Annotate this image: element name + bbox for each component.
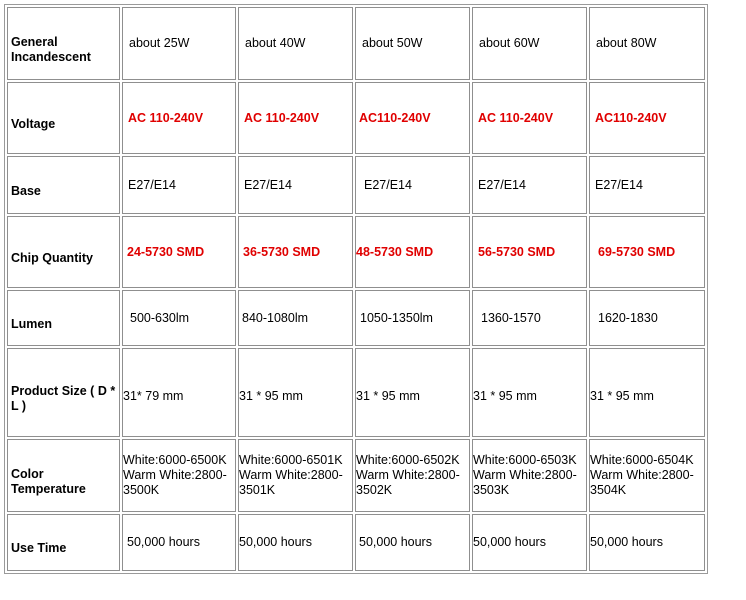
table-cell: 1360-1570 xyxy=(472,290,587,346)
row-header-voltage: Voltage xyxy=(7,82,120,154)
table-cell: White:6000-6502K Warm White:2800-3502K xyxy=(355,439,470,512)
table-cell: E27/E14 xyxy=(238,156,353,214)
table-row xyxy=(7,348,705,437)
row-header-product-size: Product Size ( D * L ) xyxy=(7,348,120,437)
table-row xyxy=(7,290,705,346)
spec-table xyxy=(4,4,708,574)
table-cell: 50,000 hours xyxy=(238,514,353,571)
row-header-use-time: Use Time xyxy=(7,514,120,571)
table-cell: AC 110-240V xyxy=(472,82,587,154)
table-cell: AC 110-240V xyxy=(238,82,353,154)
table-cell: AC110-240V xyxy=(355,82,470,154)
table-cell: 24-5730 SMD xyxy=(122,216,236,288)
table-cell: 69-5730 SMD xyxy=(589,216,705,288)
table-cell: E27/E14 xyxy=(472,156,587,214)
table-cell: E27/E14 xyxy=(122,156,236,214)
table-cell: 36-5730 SMD xyxy=(238,216,353,288)
table-cell: 1050-1350lm xyxy=(355,290,470,346)
row-header-base: Base xyxy=(7,156,120,214)
table-cell: 31* 79 mm xyxy=(122,348,236,437)
table-row xyxy=(7,82,705,154)
table-cell: White:6000-6503K Warm White:2800-3503K xyxy=(472,439,587,512)
table-row xyxy=(7,7,705,80)
table-cell: 31 * 95 mm xyxy=(472,348,587,437)
table-cell: White:6000-6501K Warm White:2800-3501K xyxy=(238,439,353,512)
table-cell: 31 * 95 mm xyxy=(589,348,705,437)
table-cell: 1620-1830 xyxy=(589,290,705,346)
table-cell: about 50W xyxy=(355,7,470,80)
table-cell: 31 * 95 mm xyxy=(238,348,353,437)
table-cell: E27/E14 xyxy=(589,156,705,214)
table-cell: 56-5730 SMD xyxy=(472,216,587,288)
table-cell: White:6000-6504K Warm White:2800-3504K xyxy=(589,439,705,512)
table-cell: 50,000 hours xyxy=(589,514,705,571)
table-cell: 48-5730 SMD xyxy=(355,216,470,288)
table-row xyxy=(7,439,705,512)
table-cell: 50,000 hours xyxy=(122,514,236,571)
table-cell: 31 * 95 mm xyxy=(355,348,470,437)
table-cell: AC 110-240V xyxy=(122,82,236,154)
table-cell: 500-630lm xyxy=(122,290,236,346)
row-header-lumen: Lumen xyxy=(7,290,120,346)
row-header-general-incandescent: General Incandescent xyxy=(7,7,120,80)
table-row xyxy=(7,156,705,214)
table-cell: White:6000-6500K Warm White:2800-3500K xyxy=(122,439,236,512)
table-cell: about 60W xyxy=(472,7,587,80)
table-cell: AC110-240V xyxy=(589,82,705,154)
table-cell: 840-1080lm xyxy=(238,290,353,346)
table-cell: 50,000 hours xyxy=(355,514,470,571)
table-cell: E27/E14 xyxy=(355,156,470,214)
table-cell: 50,000 hours xyxy=(472,514,587,571)
table-row xyxy=(7,216,705,288)
table-cell: about 40W xyxy=(238,7,353,80)
table-row xyxy=(7,514,705,571)
table-cell: about 80W xyxy=(589,7,705,80)
table-cell: about 25W xyxy=(122,7,236,80)
row-header-color-temperature: Color Temperature xyxy=(7,439,120,512)
row-header-chip-quantity: Chip Quantity xyxy=(7,216,120,288)
